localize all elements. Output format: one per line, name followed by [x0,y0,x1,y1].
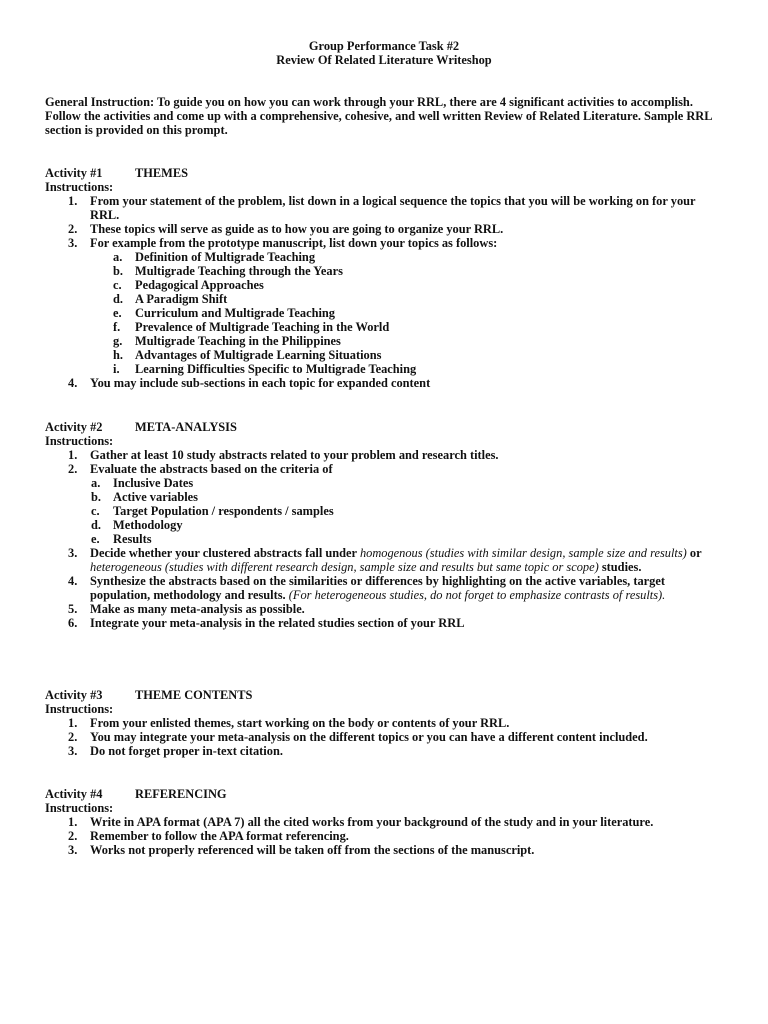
sublist-item [113,306,720,320]
sublist-item [113,348,720,362]
sublist-item [113,292,720,306]
activity-3-list [0,716,768,758]
sublist-item [91,532,720,546]
sublist-item [91,518,720,532]
item-marker: 5. [68,602,78,616]
item-marker: 3. [68,236,78,250]
subitem-text: Prevalence of Multigrade Teaching in the World [135,320,390,334]
activity-name: REFERENCING [135,787,227,801]
list-item [0,744,720,758]
activity-name: THEME CONTENTS [135,688,253,702]
instructions-label: Instructions: [45,801,114,815]
item-text: Remember to follow the APA format referencing. [90,829,349,843]
item-marker: 3. [68,546,78,560]
activity-number: Activity #1 [45,166,103,180]
activity-number: Activity #2 [45,420,103,434]
instructions-label: Instructions: [45,434,114,448]
item-marker: 3. [68,744,78,758]
general-instruction [45,95,725,137]
subitem-text: Active variables [113,490,198,504]
item-marker: 6. [68,616,78,630]
activity-name: META-ANALYSIS [135,420,237,434]
list-item [0,462,720,546]
item-text: Gather at least 10 study abstracts related to your problem and research titles. [90,448,499,462]
document-title: Group Performance Task #2 [308,39,460,53]
item-italic-text: homogenous (studies with similar design, sample size and results) [359,546,687,560]
item-text: From your enlisted themes, start working on the body or contents of your RRL. [90,716,510,730]
subitem-text: Methodology [113,518,183,532]
subitem-marker: e. [113,306,122,320]
activity-2-heading [45,420,237,434]
subitem-marker: b. [113,264,123,278]
item-text: Write in APA format (APA 7) all the cited works from your background of the study and in your literature. [90,815,654,829]
item-text: Decide whether your clustered abstracts fall under [90,546,360,560]
subitem-marker: f. [113,320,121,334]
subitem-marker: c. [113,278,122,292]
list-item [0,829,720,843]
item-text: Make as many meta-analysis as possible. [90,602,305,616]
list-item [0,602,720,616]
subitem-text: Inclusive Dates [113,476,194,490]
item-text: Works not properly referenced will be taken off from the sections of the manuscript. [90,843,535,857]
item-text: You may include sub-sections in each topic for expanded content [90,376,431,390]
subitem-text: A Paradigm Shift [135,292,228,306]
subitem-marker: a. [113,250,123,264]
list-item [0,236,720,376]
item-text: Synthesize the abstracts based on the similarities or differences by highlighting on the active variables, target population, methodology and results. [90,574,665,602]
activity-number: Activity #4 [45,787,103,801]
subitem-text: Pedagogical Approaches [135,278,264,292]
activity-number: Activity #3 [45,688,103,702]
document-subtitle: Review Of Related Literature Writeshop [276,53,492,67]
list-item [0,843,720,857]
sublist-item [113,264,720,278]
list-item [0,616,720,630]
activity-4-heading [45,787,227,801]
sublist-item [113,278,720,292]
subitem-text: Results [113,532,152,546]
item-marker: 2. [68,829,78,843]
subitem-marker: d. [91,518,101,532]
instructions-label: Instructions: [45,180,114,194]
list-item [0,730,720,744]
item-text: You may integrate your meta-analysis on the different topics or you can have a different content included. [90,730,648,744]
item-marker: 3. [68,843,78,857]
subitem-text: Learning Difficulties Specific to Multigrade Teaching [135,362,417,376]
item-text: Do not forget proper in-text citation. [90,744,283,758]
item-text: Evaluate the abstracts based on the criteria of [90,462,333,476]
list-item [0,716,720,730]
subitem-marker: a. [91,476,101,490]
activity-1-list [0,194,768,390]
sublist-item [113,320,720,334]
list-item [0,194,720,222]
subitem-marker: e. [91,532,100,546]
subitem-text: Multigrade Teaching in the Philippines [135,334,341,348]
subitem-marker: b. [91,490,101,504]
item-marker: 2. [68,730,78,744]
item-marker: 2. [68,222,78,236]
item-italic-text: (For heterogeneous studies, do not forget to emphasize contrasts of results). [288,588,666,602]
criteria-sublist [91,476,720,546]
general-instruction-text: To guide you on how you can work through your RRL, there are 4 significant activities to accomplish. Follow the activities and come up with a comprehensive, cohesive, and well written Review of Related Literature. Sample RRL section is provided on this prompt. [45,95,712,137]
subitem-text: Definition of Multigrade Teaching [135,250,316,264]
list-item [0,376,720,390]
instructions-label: Instructions: [45,702,114,716]
item-text: From your statement of the problem, list down in a logical sequence the topics that you will be working on for your RRL. [90,194,696,222]
item-italic-text: heterogeneous (studies with different research design, sample size and results but same topic or scope) [90,560,599,574]
sublist-item [113,362,720,376]
item-marker: 1. [68,815,78,829]
item-marker: 4. [68,574,78,588]
subitem-marker: g. [113,334,123,348]
sublist-item [91,504,720,518]
subitem-text: Multigrade Teaching through the Years [135,264,343,278]
activity-4-list [0,815,768,857]
item-marker: 1. [68,716,78,730]
item-marker: 2. [68,462,78,476]
sublist-item [91,476,720,490]
list-item [0,546,720,574]
item-marker: 1. [68,194,78,208]
subitem-marker: h. [113,348,123,362]
subitem-marker: i. [113,362,120,376]
sublist-item [113,250,720,264]
subitem-text: Curriculum and Multigrade Teaching [135,306,335,320]
item-text: or [686,546,702,560]
sublist-item [91,490,720,504]
activity-1-heading [45,166,188,180]
subitem-text: Advantages of Multigrade Learning Situations [135,348,382,362]
sublist-item [113,334,720,348]
item-text: Integrate your meta-analysis in the related studies section of your RRL [90,616,465,630]
subitem-marker: d. [113,292,123,306]
activity-3-heading [45,688,252,702]
item-text: These topics will serve as guide as to how you are going to organize your RRL. [90,222,504,236]
item-marker: 1. [68,448,78,462]
subitem-text: Target Population / respondents / samples [113,504,334,518]
item-text: studies. [598,560,642,574]
topic-sublist [113,250,720,376]
activity-name: THEMES [135,166,189,180]
subitem-marker: c. [91,504,100,518]
list-item [0,815,720,829]
list-item [0,222,720,236]
list-item [0,448,720,462]
item-text: For example from the prototype manuscript, list down your topics as follows: [90,236,498,250]
item-marker: 4. [68,376,78,390]
activity-2-list [0,448,768,630]
general-instruction-label: General Instruction: [45,95,155,109]
list-item [0,574,720,602]
